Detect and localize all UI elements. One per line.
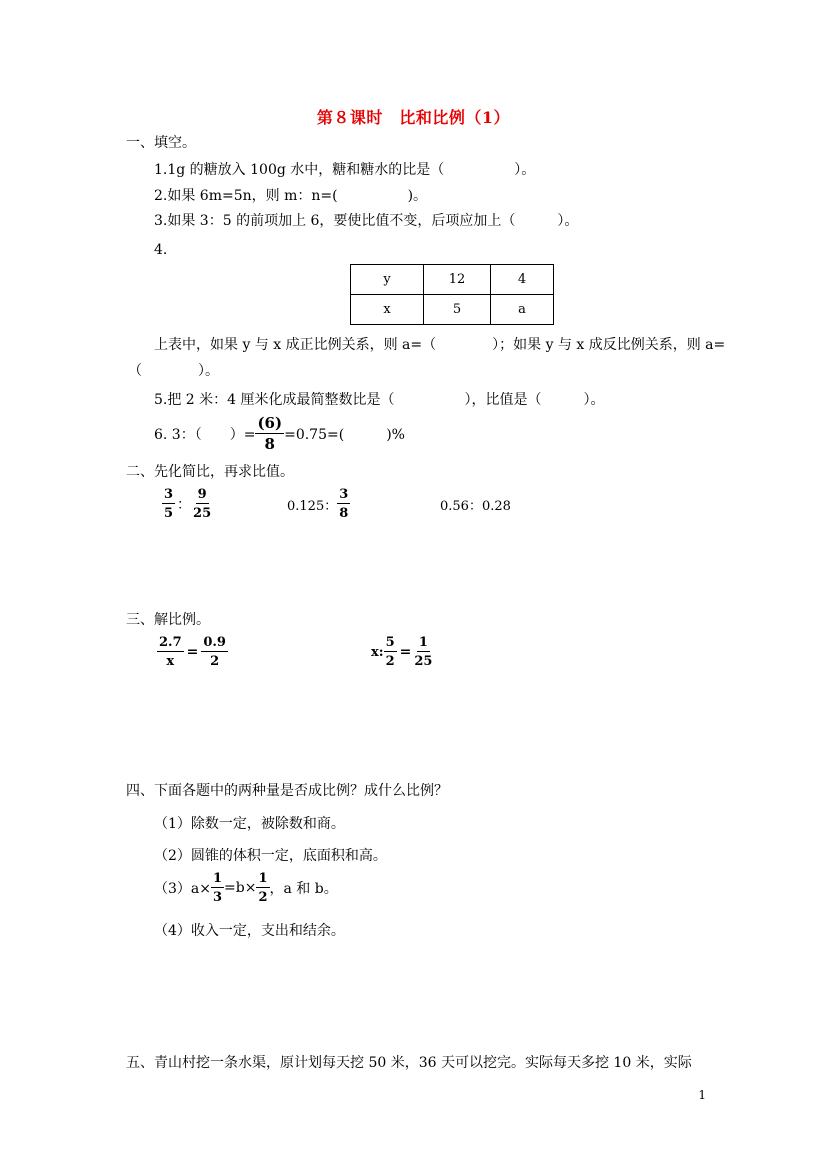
- q3-prefix: （3）a×: [154, 881, 211, 897]
- equals-sign: =: [399, 644, 412, 660]
- denominator: 5: [164, 506, 174, 521]
- ratio-prefix: 0.125：: [287, 498, 338, 514]
- proportion-table: [350, 264, 554, 325]
- fraction: [384, 636, 397, 668]
- question-1-2: 2.如果 6m=5n，则 m：n=( )。: [154, 188, 428, 204]
- fraction: [211, 872, 224, 904]
- section-2-heading: 二、先化简比，再求比值。: [126, 464, 294, 480]
- denominator: 2: [385, 654, 395, 669]
- numerator: 9: [197, 487, 207, 502]
- numerator: 3: [164, 487, 174, 502]
- table-cell: 12: [424, 265, 491, 295]
- numerator: 2.7: [159, 635, 182, 650]
- ratio-sign: ：: [177, 497, 192, 513]
- proportion-item-a: [157, 636, 228, 668]
- numerator: 1: [418, 635, 428, 650]
- numerator: 3: [339, 487, 349, 502]
- question-4-1: （1）除数一定，被除数和商。: [154, 816, 345, 832]
- denominator: 2: [258, 890, 268, 905]
- table-cell: 5: [424, 295, 491, 325]
- question-1-4-label: 4.: [154, 242, 168, 258]
- q6-numerator: (6): [257, 414, 283, 432]
- fraction: [256, 872, 269, 904]
- section-3-heading: 三、解比例。: [126, 612, 210, 628]
- section-5-text: 五、青山村挖一条水渠，原计划每天挖 50 米，36 天可以挖完。实际每天多挖 10 米，实际: [126, 1055, 692, 1071]
- section-1-heading: 一、填空。: [126, 135, 196, 151]
- simplify-item-a: [162, 488, 211, 520]
- question-1-1: 1.1g 的糖放入 100g 水中，糖和糖水的比是（ ）。: [154, 162, 536, 178]
- numerator: 1: [212, 871, 223, 886]
- denominator: 2: [210, 654, 220, 669]
- table-cell: y: [351, 265, 424, 295]
- simplify-item-c: 0.56：0.28: [440, 499, 511, 514]
- fraction: [162, 488, 175, 520]
- fraction: [201, 636, 228, 668]
- fraction: [193, 488, 211, 520]
- page-number: 1: [698, 1088, 706, 1102]
- question-1-6: [154, 416, 405, 452]
- q6-denominator: 8: [264, 435, 275, 453]
- question-1-3: 3.如果 3：5 的前项加上 6，要使比值不变，后项应加上（ ）。: [154, 213, 579, 229]
- fraction: [337, 488, 350, 520]
- q6-suffix: =0.75=( )%: [284, 427, 405, 443]
- denominator: 25: [193, 506, 212, 521]
- q6-prefix: 6. 3：（ ）=: [154, 427, 256, 443]
- question-4-3: [154, 872, 338, 904]
- question-1-4-text-cont: （ ）。: [128, 363, 219, 379]
- denominator: 25: [414, 654, 433, 669]
- denominator: 8: [339, 506, 349, 521]
- table-row: [351, 265, 554, 295]
- fraction: [157, 636, 184, 668]
- table-cell: 4: [491, 265, 554, 295]
- ratio-prefix: x:: [371, 644, 384, 660]
- question-4-2: （2）圆锥的体积一定，底面积和高。: [154, 848, 387, 864]
- table-row: [351, 295, 554, 325]
- question-4-4: （4）收入一定，支出和结余。: [154, 923, 345, 939]
- page-title: 第８课时 比和比例（1）: [316, 108, 511, 127]
- numerator: 1: [258, 871, 268, 886]
- q3-middle: =b×: [224, 880, 257, 896]
- question-1-4-text: 上表中，如果 y 与 x 成正比例关系，则 a=（ ）；如果 y 与 x 成反比例关系，则 a=: [154, 337, 726, 353]
- table-cell: x: [351, 295, 424, 325]
- denominator: x: [166, 654, 175, 669]
- proportion-item-b: [371, 636, 432, 668]
- table-cell: a: [491, 295, 554, 325]
- equals-sign: =: [186, 644, 199, 660]
- numerator: 0.9: [203, 635, 226, 650]
- q6-fraction: [255, 416, 284, 452]
- simplify-item-b: [287, 488, 350, 520]
- section-4-heading: 四、下面各题中的两种量是否成比例？成什么比例？: [126, 783, 448, 799]
- q3-suffix: ，a 和 b。: [269, 881, 338, 897]
- denominator: 3: [212, 890, 223, 905]
- numerator: 5: [385, 635, 395, 650]
- fraction: [414, 636, 432, 668]
- question-1-5: 5.把 2 米：4 厘米化成最简整数比是（ ），比值是（ ）。: [154, 392, 605, 408]
